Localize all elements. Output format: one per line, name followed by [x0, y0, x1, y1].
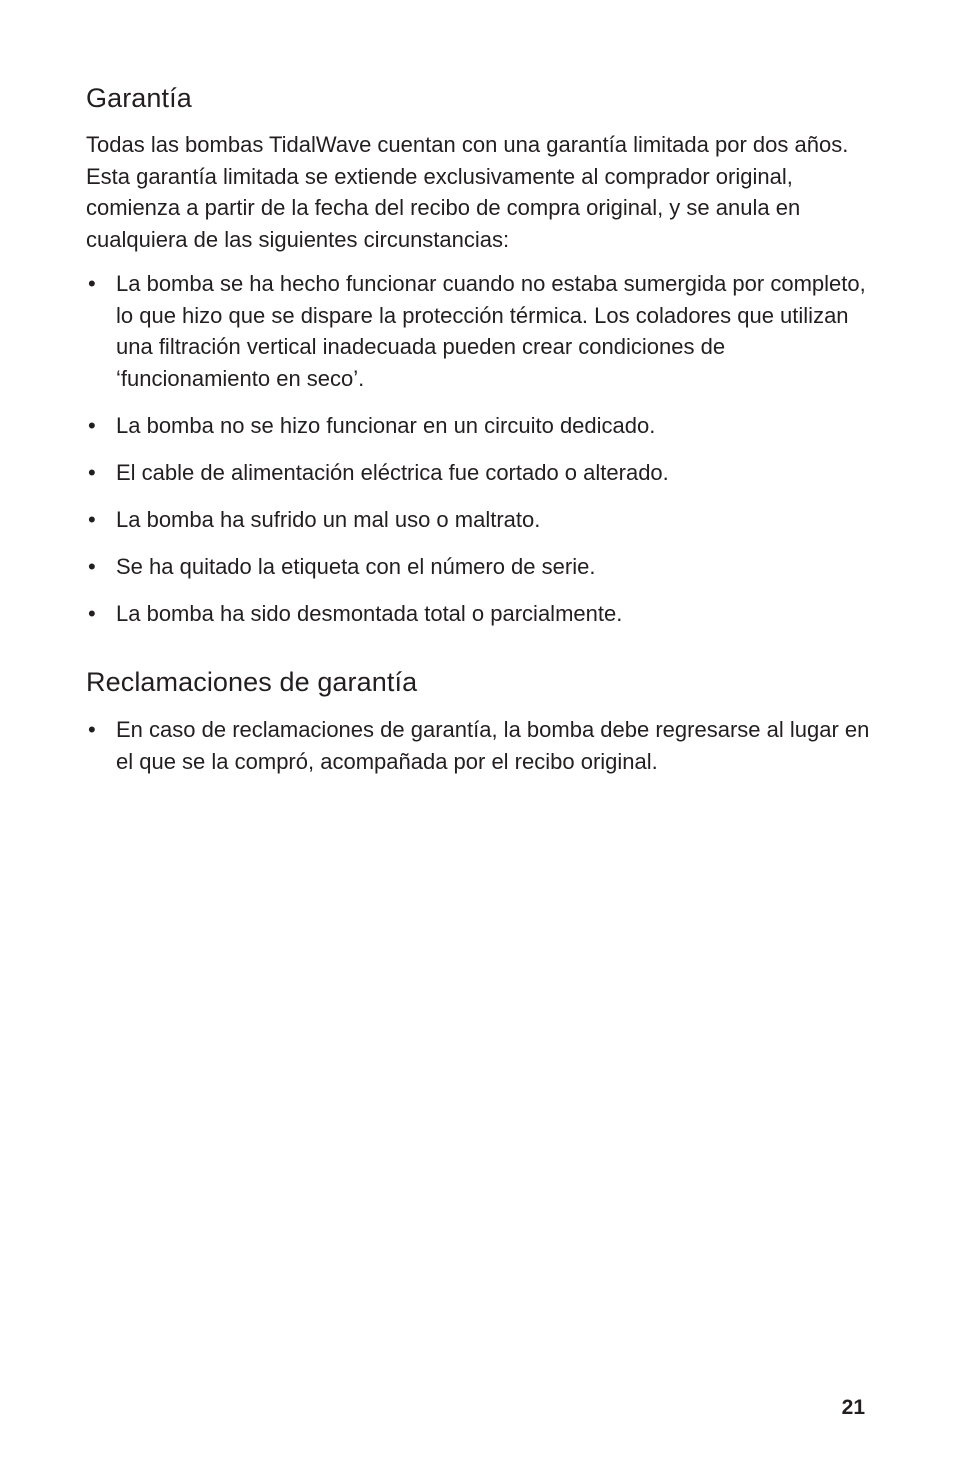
bullet-icon: • [88, 412, 96, 438]
bullet-icon: • [88, 553, 96, 579]
bullet-icon: • [88, 600, 96, 626]
page-number: 21 [841, 1396, 865, 1419]
bullet-icon: • [88, 271, 96, 296]
list-item: • La bomba no se hizo funcionar en un circuito dedicado. [86, 410, 876, 442]
list-item: • La bomba se ha hecho funcionar cuando no estaba sumergida por completo, lo que hizo que se dispare la protección térmica. Los coladores que utilizan una filtración vertical inadecuada pueden crear condiciones de ‘funcionamiento en seco’. [86, 268, 876, 394]
bullet-icon: • [88, 717, 96, 742]
list-item: • Se ha quitado la etiqueta con el número de serie. [86, 551, 876, 583]
section-heading-reclamaciones: Reclamaciones de garantía [86, 667, 418, 697]
list-item: • El cable de alimentación eléctrica fue cortado o alterado. [86, 457, 876, 489]
bullet-icon: • [88, 459, 96, 485]
warranty-intro-paragraph: Todas las bombas TidalWave cuentan con una garantía limitada por dos años. Esta garantía limitada se extiende exclusivamente al comprador original, comienza a partir de la fecha del recibo de compra original, y se anula en cualquiera de las siguientes circunstancias: [86, 132, 849, 252]
document-page [86, 78, 876, 777]
section-heading-garantia: Garantía [86, 83, 192, 113]
list-item: • La bomba ha sido desmontada total o parcialmente. [86, 598, 876, 630]
list-item: • La bomba ha sufrido un mal uso o maltrato. [86, 504, 876, 536]
list-item: • En caso de reclamaciones de garantía, la bomba debe regresarse al lugar en el que se la compró, acompañada por el recibo original. [86, 714, 876, 777]
warranty-conditions-list [86, 268, 876, 629]
claims-list [86, 714, 876, 777]
bullet-icon: • [88, 506, 96, 532]
